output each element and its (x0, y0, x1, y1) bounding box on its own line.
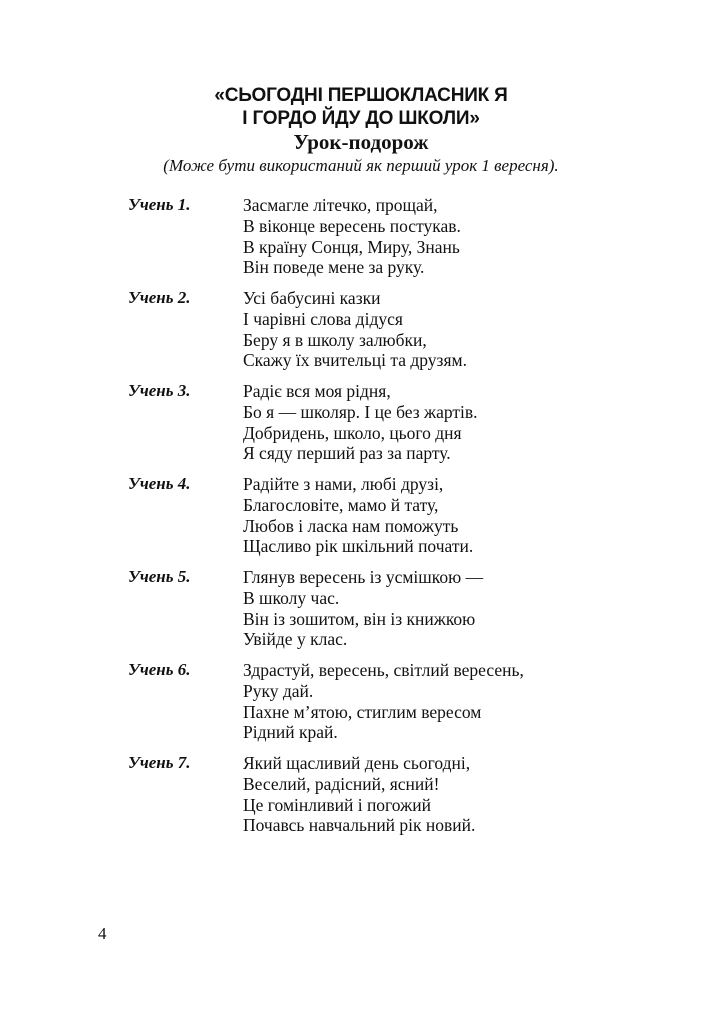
page-title (0, 84, 722, 130)
stanza-lines (243, 381, 478, 464)
stanza (0, 381, 722, 474)
verse-line: Щасливо рік шкільний почати. (243, 536, 474, 557)
verse-line: Радійте з нами, любі друзі, (243, 474, 444, 494)
verse-line: В віконце вересень постукав. (243, 215, 461, 236)
verse-line: І чарівні слова дідуся (243, 308, 403, 329)
stanza-lines (243, 288, 467, 371)
speaker-label: Учень 7. (128, 753, 191, 772)
verse-line: Радіє вся моя рідня, (243, 381, 391, 401)
verse-line: Він поведе мене за руку. (243, 257, 425, 278)
usage-note: (Може бути використаний як перший урок 1 вересня). (163, 156, 559, 175)
speaker-label: Учень 3. (128, 381, 191, 400)
verse-line: Глянув вересень із усмішкою — (243, 567, 484, 587)
speaker-label: Учень 5. (128, 567, 191, 586)
speaker-label: Учень 2. (128, 288, 191, 307)
verse-line: Він із зошитом, він із книжкою (243, 608, 476, 629)
stanza-lines (243, 753, 475, 836)
verse-line: Любов і ласка нам поможуть (243, 515, 459, 536)
verse-line: Увійде у клас. (243, 629, 348, 650)
stanza (0, 567, 722, 660)
verse-line: Який щасливий день сьогодні, (243, 753, 471, 773)
stanza-lines (243, 195, 461, 278)
verse-line: Почавсь навчальний рік новий. (243, 815, 476, 836)
speaker-label: Учень 1. (128, 195, 191, 214)
poem-stanzas (0, 195, 722, 846)
speaker-label: Учень 6. (128, 660, 191, 679)
stanza (0, 753, 722, 846)
verse-line: Беру я в школу залюбки, (243, 329, 427, 350)
subtitle: Урок-подорож (293, 130, 429, 154)
verse-line: Рідний край. (243, 722, 338, 743)
stanza (0, 288, 722, 381)
verse-line: Це гомінливий і погожий (243, 794, 431, 815)
verse-line: Руку дай. (243, 680, 314, 701)
verse-line: В країну Сонця, Миру, Знань (243, 236, 460, 257)
verse-line: Пахне м’ятою, стиглим вересом (243, 701, 482, 722)
stanza (0, 474, 722, 567)
verse-line: В школу час. (243, 587, 340, 608)
stanza-lines (243, 567, 483, 650)
title-line-1: «СЬОГОДНІ ПЕРШОКЛАСНИК Я (214, 85, 508, 106)
title-line-2: І ГОРДО ЙДУ ДО ШКОЛИ» (242, 108, 480, 129)
stanza-lines (243, 660, 524, 743)
stanza-lines (243, 474, 473, 557)
stanza (0, 660, 722, 753)
verse-line: Усі бабусині казки (243, 288, 381, 308)
stanza (0, 195, 722, 288)
speaker-label: Учень 4. (128, 474, 191, 493)
verse-line: Я сяду перший раз за парту. (243, 443, 451, 464)
verse-line: Бо я — школяр. І це без жартів. (243, 401, 478, 422)
verse-line: Здрастуй, вересень, світлий вересень, (243, 660, 524, 680)
verse-line: Засмагле літечко, прощай, (243, 195, 438, 215)
verse-line: Веселий, радісний, ясний! (243, 773, 440, 794)
verse-line: Добридень, школо, цього дня (243, 422, 462, 443)
verse-line: Благословіте, мамо й тату, (243, 494, 439, 515)
page-number: 4 (98, 924, 107, 943)
verse-line: Скажу їх вчительці та друзям. (243, 350, 467, 371)
